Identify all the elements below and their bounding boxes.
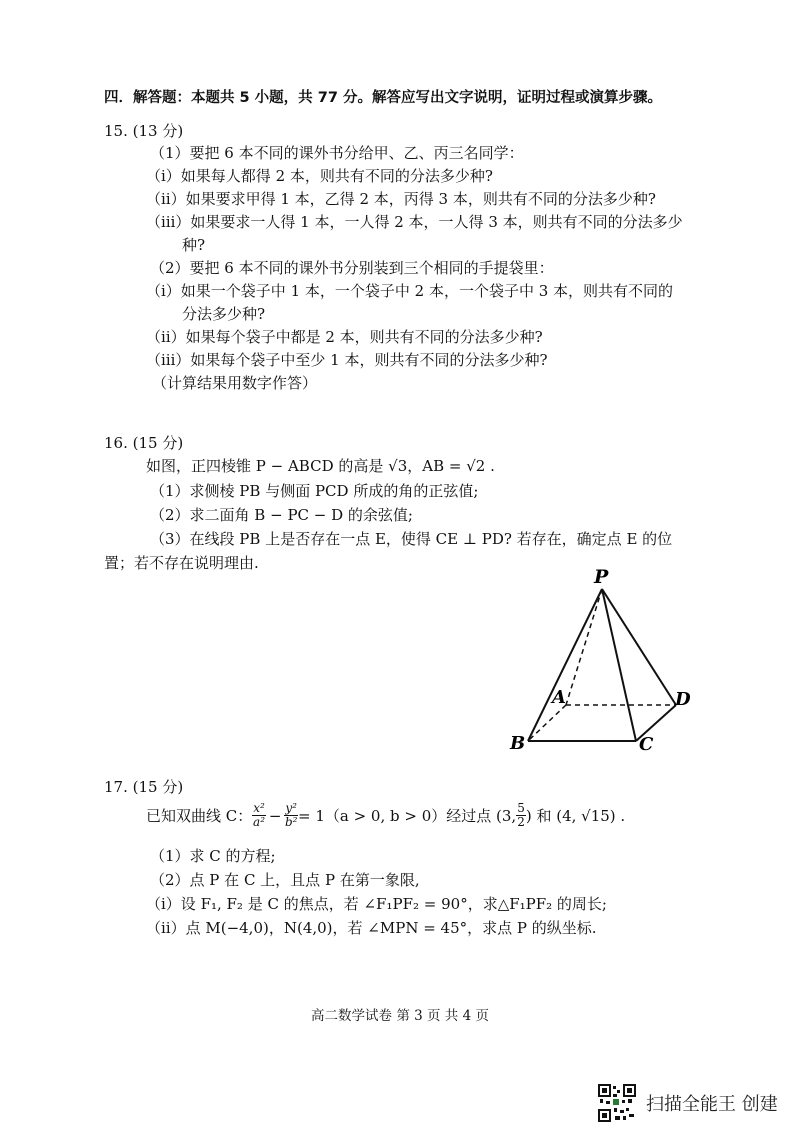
q15-line-4: （ⅲ）如果要求一人得 1 本，一人得 2 本，一人得 3 本，则共有不同的分法多少 — [146, 213, 683, 231]
q16-line-2: （2）求二面角 B − PC − D 的余弦值; — [150, 506, 413, 524]
page-footer: 高二数学试卷 第 3 页 共 4 页 — [311, 1008, 489, 1024]
qr-code-icon — [598, 1084, 636, 1122]
q15-line-6: （2）要把 6 本不同的课外书分别装到三个相同的手提袋里： — [150, 259, 554, 277]
q16-heading: 16. (15 分) — [104, 434, 184, 452]
frac-num: 5 — [517, 801, 525, 815]
a2: a² — [253, 815, 266, 829]
q16-line-4: 置；若不存在说明理由. — [104, 554, 259, 572]
scanner-watermark — [598, 1084, 778, 1122]
q17-intro-prefix: 已知双曲线 C： — [146, 806, 253, 825]
q17-line-1: （1）求 C 的方程; — [150, 847, 276, 865]
label-C: C — [639, 734, 654, 755]
q15-line-2: （ⅰ）如果每人都得 2 本，则共有不同的分法多少种? — [146, 167, 493, 185]
q17-intro-suffix: ) 和 (4, √15) . — [525, 806, 626, 825]
q17-intro: 已知双曲线 C： $\frac{\text{x²}}{\text{a²}}$ − $\frac{\text{y²}}{\text{b²}}$ = 1（a > 0, b > 0）经过点 (3, $\frac{5}{2}$ ) 和 (4, √15) . — [146, 801, 626, 829]
x2: x² — [253, 801, 265, 815]
q15-line-10: （ⅲ）如果每个袋子中至少 1 本，则共有不同的分法多少种? — [146, 351, 548, 369]
edge-AB — [528, 705, 566, 741]
q16-line-3: （3）在线段 PB 上是否存在一点 E，使得 CE ⊥ PD? 若存在，确定点 E 的位 — [150, 530, 673, 548]
fraction-x2-a2 — [252, 802, 266, 829]
q15-line-11: （计算结果用数字作答） — [152, 374, 318, 392]
label-A: A — [552, 687, 566, 708]
b2: b² — [284, 815, 298, 829]
q17-line-4: （ⅱ）点 M(−4,0)，N(4,0)，若 ∠MPN = 45°，求点 P 的纵坐标. — [146, 919, 597, 937]
q15-line-5: 种? — [182, 236, 206, 254]
watermark-text: 扫描全能王 创建 — [646, 1094, 778, 1115]
q15-line-9: （ⅱ）如果每个袋子中都是 2 本，则共有不同的分法多少种? — [146, 328, 543, 346]
frac-den: 2 — [517, 815, 525, 829]
q17-line-3: （ⅰ）设 F₁, F₂ 是 C 的焦点，若 ∠F₁PF₂ = 90°，求△F₁PF₂ 的周长; — [146, 895, 607, 913]
q16-intro: 如图，正四棱锥 P − ABCD 的高是 √3，AB = √2 . — [146, 457, 495, 475]
q16-line-1: （1）求侧棱 PB 与侧面 PCD 所成的角的正弦值; — [150, 482, 479, 500]
q17-heading: 17. (15 分) — [104, 778, 184, 796]
q17-line-2: （2）点 P 在 C 上，且点 P 在第一象限, — [150, 871, 420, 889]
q15-line-8: 分法多少种? — [182, 305, 266, 323]
edge-PA — [566, 589, 602, 705]
q17-intro-mid: = 1（a > 0, b > 0）经过点 (3, — [298, 806, 517, 825]
edge-PB — [528, 589, 602, 741]
label-B: B — [510, 733, 526, 754]
pyramid-figure — [500, 565, 710, 760]
edge-PD — [602, 589, 676, 705]
section-header: 四．解答题：本题共 5 小题，共 77 分。解答应写出文字说明，证明过程或演算步骤。 — [104, 90, 662, 106]
q15-line-7: （ⅰ）如果一个袋子中 1 本，一个袋子中 2 本，一个袋子中 3 本，则共有不同的 — [146, 282, 674, 300]
q15-line-1: （1）要把 6 本不同的课外书分给甲、乙、丙三名同学： — [150, 144, 524, 162]
fraction-y2-b2 — [284, 802, 298, 829]
fraction-five-halves — [516, 802, 526, 829]
label-D: D — [675, 689, 691, 710]
q15-line-3: （ⅱ）如果要求甲得 1 本，乙得 2 本，丙得 3 本，则共有不同的分法多少种? — [146, 190, 656, 208]
label-P: P — [594, 566, 609, 588]
q15-heading: 15. (13 分) — [104, 122, 184, 140]
y2: y² — [285, 801, 297, 815]
edge-PC — [602, 589, 636, 741]
